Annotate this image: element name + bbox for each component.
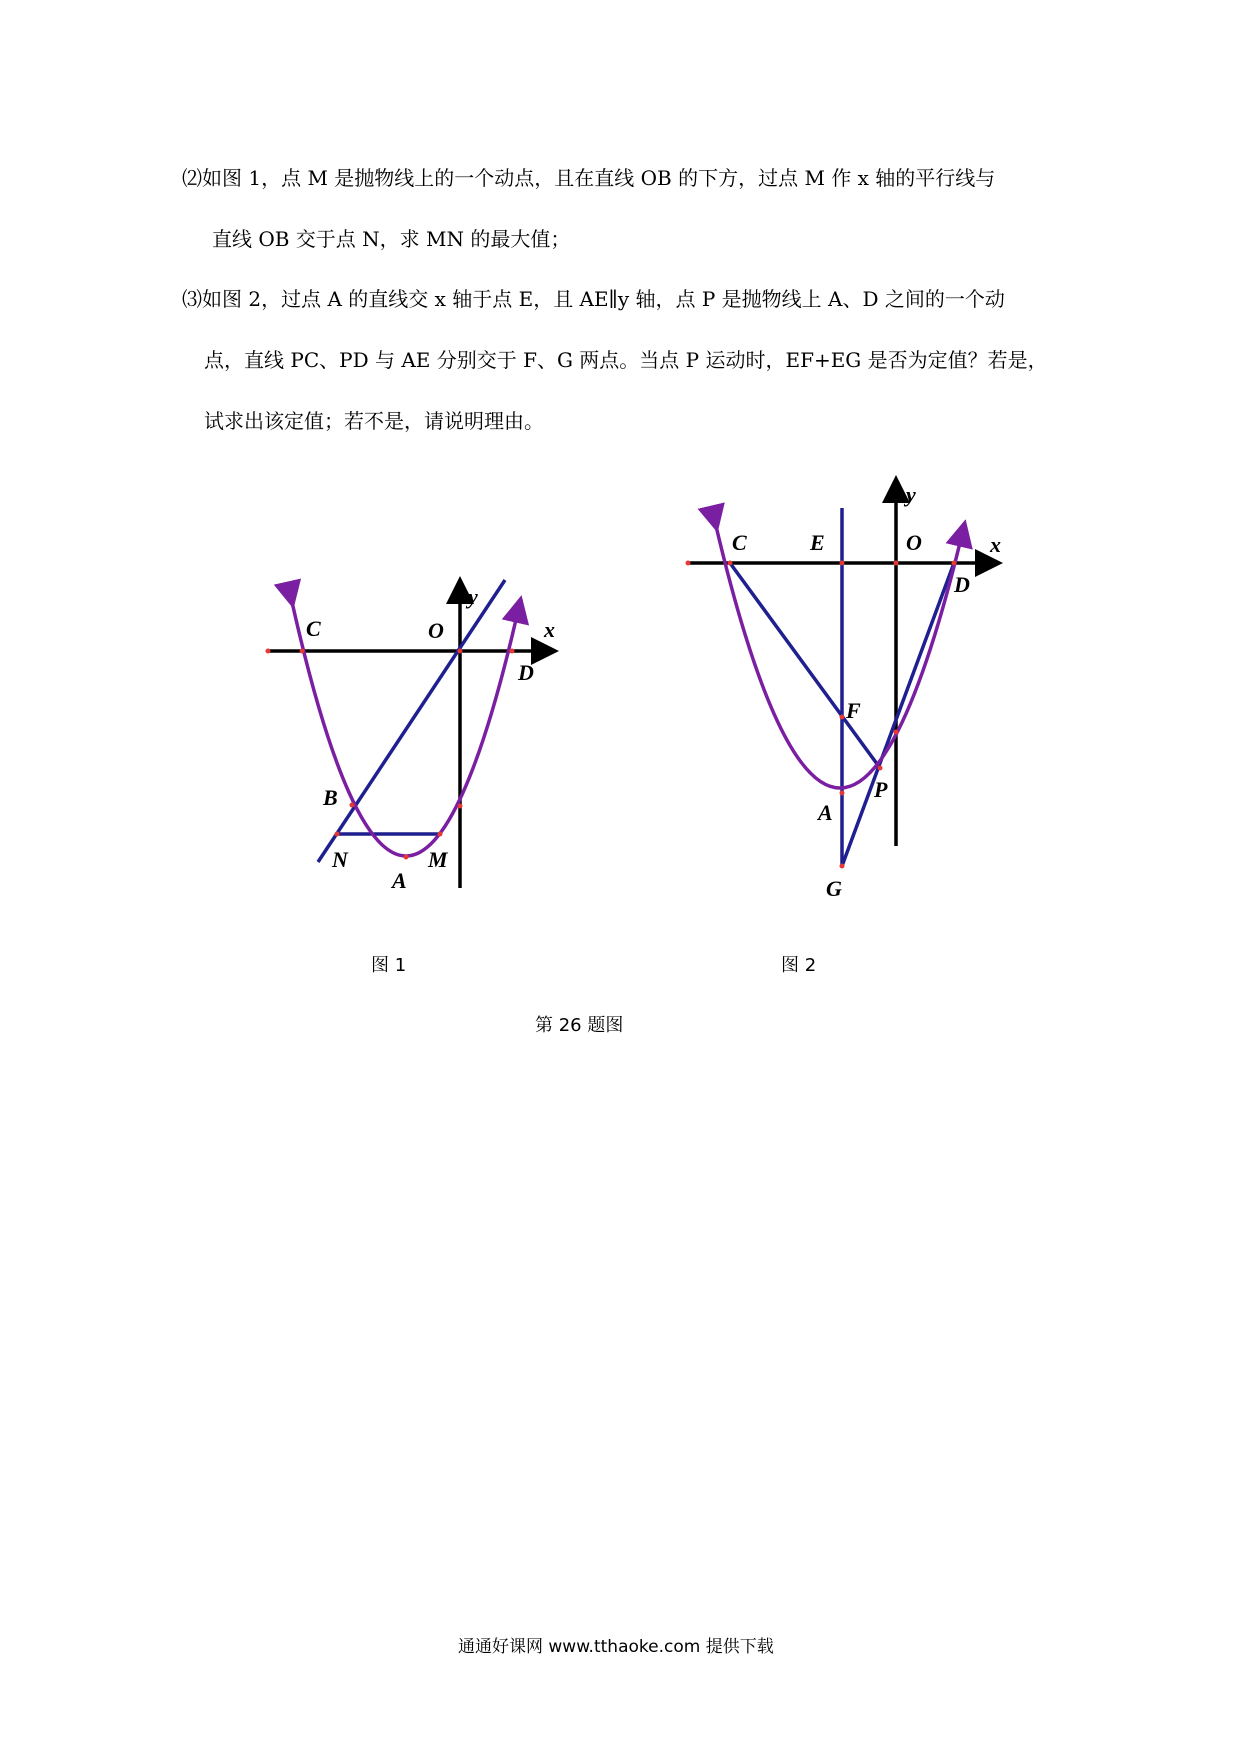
fig2-label-d: D	[954, 572, 970, 597]
fig1-label-c: C	[306, 616, 321, 641]
part3-line2: 点，直线 PC、PD 与 AE 分别交于 F、G 两点。当点 P 运动时，EF+EG 是否为定值？若是，	[204, 348, 1048, 372]
fig2-label-f: F	[846, 698, 861, 723]
fig1-label-b: B	[323, 785, 338, 810]
figure1-caption: 图 1	[371, 955, 407, 976]
fig2-label-y: y	[906, 482, 916, 507]
fig2-label-e: E	[810, 530, 825, 555]
fig2-label-p: P	[874, 777, 888, 802]
fig1-label-y: y	[468, 584, 478, 609]
fig2-parabola	[716, 526, 964, 788]
fig1-label-o: O	[428, 618, 444, 643]
part3-line1: ⑶如图 2，过点 A 的直线交 x 轴于点 E，且 AE∥y 轴，点 P 是抛物线上 A、D 之间的一个动	[182, 287, 1005, 311]
fig1-label-d: D	[518, 660, 534, 685]
fig2-line-cp	[730, 563, 880, 768]
fig1-label-m: M	[428, 847, 448, 872]
figure-title: 第 26 题图	[535, 1015, 624, 1036]
figure2-caption: 图 2	[781, 955, 817, 976]
part3-line3: 试求出该定值；若不是，请说明理由。	[204, 409, 544, 433]
footer-text: 通通好课网 www.tthaoke.com 提供下载	[458, 1637, 774, 1657]
part2-line2: 直线 OB 交于点 N，求 MN 的最大值；	[212, 227, 571, 251]
fig2-label-g: G	[826, 876, 842, 901]
fig1-label-a: A	[392, 868, 407, 893]
fig1-label-n: N	[332, 847, 348, 872]
fig2-label-x: x	[990, 532, 1001, 557]
part2-line1: ⑵如图 1，点 M 是抛物线上的一个动点，且在直线 OB 的下方，过点 M 作 x 轴的平行线与	[182, 166, 996, 190]
fig2-label-a: A	[818, 800, 833, 825]
fig2-label-o: O	[906, 530, 922, 555]
fig2-label-c: C	[732, 530, 747, 555]
fig1-label-x: x	[544, 617, 555, 642]
